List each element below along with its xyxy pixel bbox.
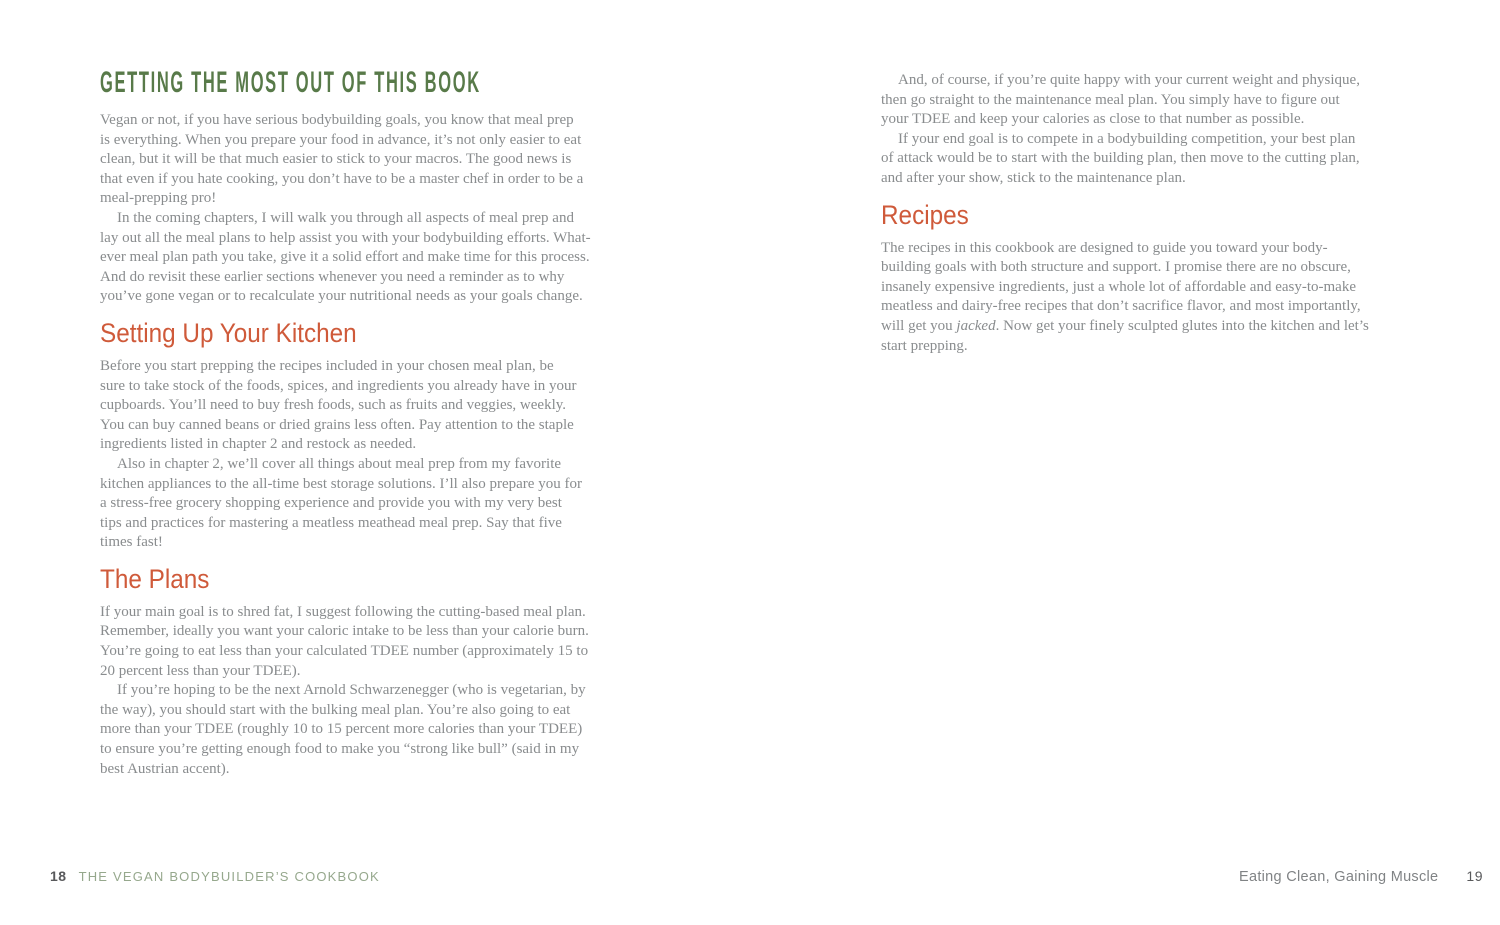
body-paragraph <box>881 130 1446 189</box>
text-line: and after your show, stick to the maintenance plan. <box>881 169 1186 186</box>
body-paragraph <box>100 209 665 307</box>
text-line: you’ve gone vegan or to recalculate your nutritional needs as your goals change. <box>100 288 583 305</box>
text-line: that even if you hate cooking, you don’t have to be a master chef in order to be a <box>100 170 584 187</box>
text-line: 20 percent less than your TDEE). <box>100 662 301 679</box>
body-paragraph <box>881 71 1446 130</box>
right-page-content <box>881 71 1446 356</box>
left-page-footer <box>50 868 380 884</box>
text-line: your TDEE and keep your calories as close to that number as possible. <box>881 111 1305 128</box>
text-run: will get you <box>881 317 957 334</box>
body-paragraph <box>100 681 665 779</box>
text-line: meatless and dairy-free recipes that don’t sacrifice flavor, and most importantly, <box>881 298 1361 315</box>
text-line: You’re going to eat less than your calculated TDEE number (approximately 15 to <box>100 643 589 660</box>
text-line: In the coming chapters, I will walk you through all aspects of meal prep and <box>117 209 574 226</box>
text-line: best Austrian accent). <box>100 760 230 777</box>
text-line: sure to take stock of the foods, spices, and ingredients you already have in your <box>100 377 577 394</box>
body-paragraph <box>100 603 665 681</box>
page-number-right: 19 <box>1466 868 1483 884</box>
text-line: then go straight to the maintenance meal plan. You simply have to figure out <box>881 91 1340 108</box>
book-title: THE VEGAN BODYBUILDER’S COOKBOOK <box>78 869 380 884</box>
chapter-title-footer: Eating Clean, Gaining Muscle <box>1239 869 1439 885</box>
text-line: times fast! <box>100 534 163 551</box>
text-line: cupboards. You’ll need to buy fresh foods, such as fruits and veggies, weekly. <box>100 397 567 414</box>
body-paragraph <box>881 239 1446 357</box>
text-line: If your end goal is to compete in a bodybuilding competition, your best plan <box>898 130 1356 147</box>
text-line: to ensure you’re getting enough food to make you “strong like bull” (said in my <box>100 741 580 758</box>
text-run: . Now get your finely sculpted glutes into the kitchen and let’s <box>995 317 1369 334</box>
text-line: You can buy canned beans or dried grains less often. Pay attention to the staple <box>100 416 574 433</box>
text-line: Before you start prepping the recipes included in your chosen meal plan, be <box>100 357 554 374</box>
text-line: And do revisit these earlier sections whenever you need a reminder as to why <box>100 268 565 285</box>
text-line: meal-prepping pro! <box>100 190 217 207</box>
right-page-footer <box>1239 868 1483 885</box>
text-line: Remember, ideally you want your caloric intake to be less than your calorie burn. <box>100 623 589 640</box>
text-line: more than your TDEE (roughly 10 to 15 percent more calories than your TDEE) <box>100 721 583 738</box>
text-line: of attack would be to start with the building plan, then move to the cutting plan, <box>881 150 1360 167</box>
text-line: ingredients listed in chapter 2 and restock as needed. <box>100 436 417 453</box>
text-line: kitchen appliances to the all-time best storage solutions. I’ll also prepare you for <box>100 475 582 492</box>
text-line: Vegan or not, if you have serious bodybuilding goals, you know that meal prep <box>100 112 574 128</box>
text-line <box>881 317 1446 337</box>
text-line: building goals with both structure and support. I promise there are no obscure, <box>881 259 1351 276</box>
text-line: If your main goal is to shred fat, I suggest following the cutting-based meal plan. <box>100 603 586 620</box>
text-line: And, of course, if you’re quite happy with your current weight and physique, <box>898 72 1360 88</box>
text-line: ever meal plan path you take, give it a solid effort and make time for this process. <box>100 249 590 266</box>
text-line: insanely expensive ingredients, just a whole lot of affordable and easy-to-make <box>881 278 1356 295</box>
left-page-content <box>100 68 665 779</box>
text-line: clean, but it will be that much easier to stick to your macros. The good news is <box>100 151 572 168</box>
text-line: the way), you should start with the bulking meal plan. You’re also going to eat <box>100 701 571 718</box>
italic-text-run: jacked <box>956 317 996 334</box>
section-heading: Recipes <box>881 199 969 230</box>
text-line: Also in chapter 2, we’ll cover all things about meal prep from my favorite <box>117 455 562 472</box>
section-heading: The Plans <box>100 563 210 594</box>
text-line: start prepping. <box>881 337 968 354</box>
text-line: The recipes in this cookbook are designed to guide you toward your body- <box>881 239 1328 256</box>
body-paragraph <box>100 357 665 455</box>
text-line: lay out all the meal plans to help assist you with your bodybuilding efforts. What- <box>100 229 591 246</box>
text-line: If you’re hoping to be the next Arnold Schwarzenegger (who is vegetarian, by <box>117 682 586 699</box>
text-line: is everything. When you prepare your food in advance, it’s not only easier to eat <box>100 131 582 148</box>
body-paragraph <box>100 111 665 209</box>
body-paragraph <box>100 455 665 553</box>
text-line: tips and practices for mastering a meatless meathead meal prep. Say that five <box>100 514 562 531</box>
chapter-title-heading: GETTING THE MOST OUT OF THIS BOOK <box>100 66 481 99</box>
page-number-left: 18 <box>50 868 67 884</box>
section-heading: Setting Up Your Kitchen <box>100 317 357 348</box>
text-line: a stress-free grocery shopping experience and provide you with my very best <box>100 495 562 512</box>
